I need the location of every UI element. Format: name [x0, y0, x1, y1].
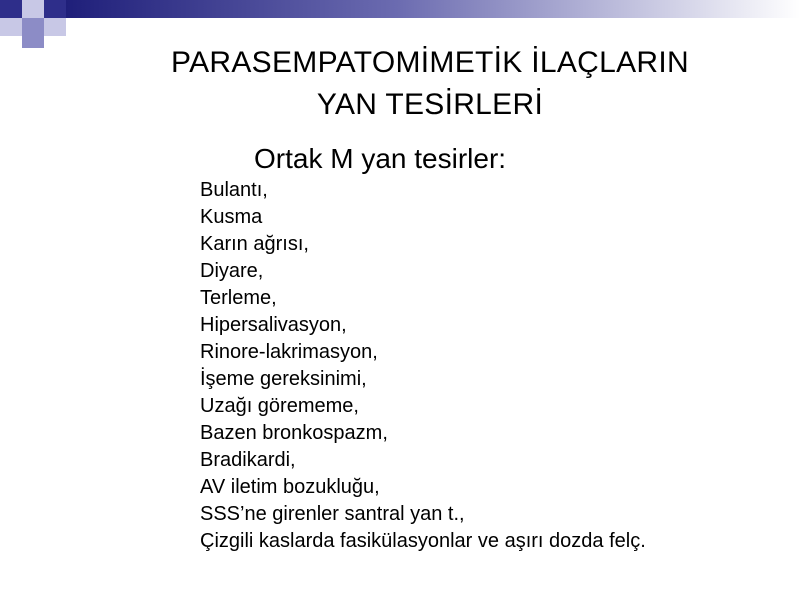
list-item: Diyare,	[200, 260, 264, 282]
list-item: SSS’ne girenler santral yan t.,	[200, 503, 465, 525]
square-light	[0, 18, 22, 36]
list-item: Karın ağrısı,	[200, 233, 309, 255]
square-mid	[22, 36, 44, 48]
list-item: İşeme gereksinimi,	[200, 368, 367, 390]
slide-title-line2: YAN TESİRLERİ	[316, 88, 544, 121]
list-item: Terleme,	[200, 287, 277, 309]
slide-title	[100, 42, 760, 126]
list-item: Bulantı,	[200, 179, 268, 201]
list-item: Bradikardi,	[200, 449, 296, 471]
slide-subtitle: Ortak M yan tesirler:	[254, 143, 507, 174]
list-item: AV iletim bozukluğu,	[200, 476, 380, 498]
square-light	[44, 18, 66, 36]
list-item: Kusma	[200, 206, 263, 228]
square-light	[22, 0, 44, 18]
list-item: Hipersalivasyon,	[200, 314, 347, 336]
square-mid	[22, 18, 44, 36]
list-item: Çizgili kaslarda fasikülasyonlar ve aşırı dozda felç.	[200, 530, 646, 552]
square-dark	[44, 0, 66, 18]
slide-title-line1: PARASEMPATOMİMETİK İLAÇLARIN	[171, 46, 689, 79]
side-effects-list	[200, 177, 646, 555]
list-item: Bazen bronkospazm,	[200, 422, 388, 444]
gradient-bar	[66, 0, 800, 18]
list-item: Rinore-lakrimasyon,	[200, 341, 378, 363]
list-item: Uzağı görememe,	[200, 395, 359, 417]
square-dark	[0, 0, 22, 18]
